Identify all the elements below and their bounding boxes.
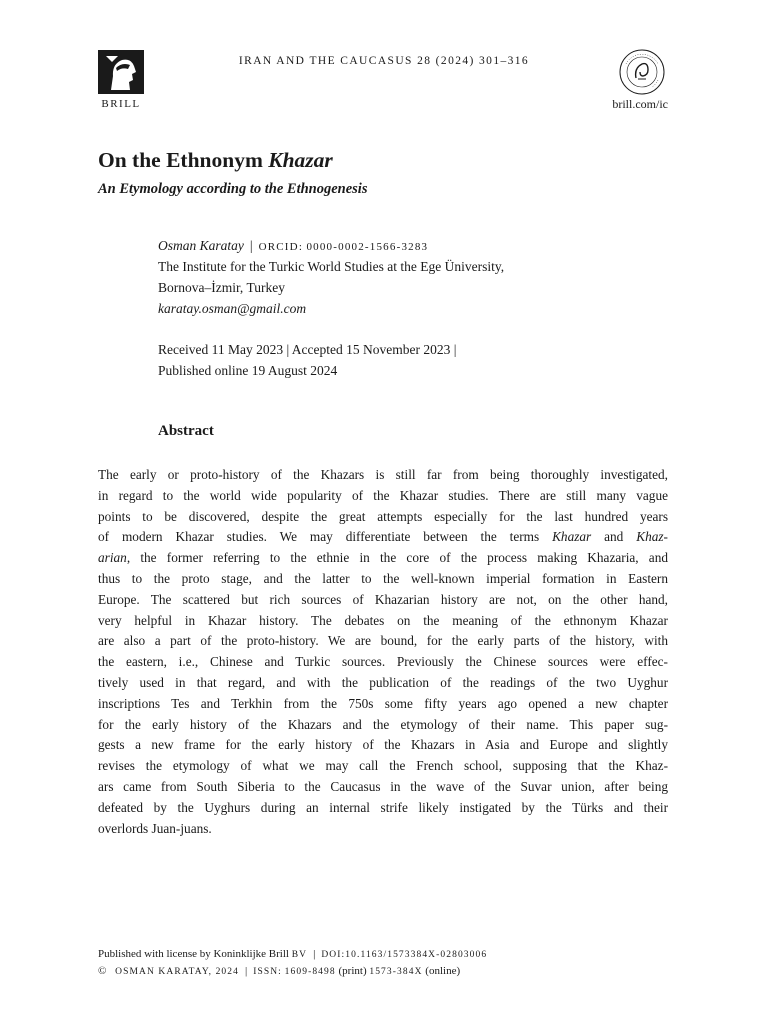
journal-url-link[interactable]: brill.com/ic <box>612 97 668 111</box>
abstract-line: for the early history of the Khazars and the etymology of their name. This paper sug- <box>98 716 668 732</box>
orcid-id[interactable]: 0000-0002-1566-3283 <box>306 241 429 253</box>
publisher-name: BRILL <box>101 98 141 110</box>
orcid-label: ORCID: <box>258 241 304 253</box>
published-date: Published online 19 August 2024 <box>158 363 338 378</box>
abstract-line: gests a new frame for the early history of the Khazars in Asia and Europe and slightly <box>98 737 668 753</box>
abstract-heading: Abstract <box>158 423 214 439</box>
journal-citation: IRAN AND THE CAUCASUS 28 (2024) 301–316 <box>238 55 530 67</box>
author-name: Osman Karatay <box>158 238 244 253</box>
doi-link[interactable]: 10.1163/1573384X-02803006 <box>345 950 488 960</box>
doi-label: DOI: <box>321 950 346 960</box>
abstract-line: inscriptions Tes and Terkhin from the 750s some fifty years ago opened a new chapter <box>98 695 668 711</box>
abstract-line: ars came from South Siberia to the Caucasus in the wave of the Suvar union, after being <box>98 778 668 794</box>
abstract-line: defeated by the Uyghurs during an internal strife likely instigated by the Türks and their <box>98 799 668 815</box>
copyright-holder: OSMAN KARATAY, 2024 <box>115 967 239 977</box>
abstract-line: revises the etymology of what we may call the French school, supposing that the Khaz- <box>98 758 668 774</box>
abstract-line: points to be discovered, despite the great attempts especially for the last hundred years <box>98 508 668 524</box>
copyright-line: © OSMAN KARATAY, 2024 | ISSN: 1609-8498 (print) 1573-384X (online) <box>98 965 461 977</box>
abstract-body <box>98 465 668 839</box>
abstract-line: tively used in that regard, and with the publication of the readings of the two Uyghur <box>98 674 668 690</box>
article-subtitle: An Etymology according to the Ethnogenesis <box>98 181 368 197</box>
copyright-symbol: © <box>98 965 107 977</box>
abstract-line: in regard to the world wide popularity of the Khazar studies. There are still many vague <box>98 487 668 503</box>
author-affiliation: The Institute for the Turkic World Studies at the Ege Üniversity, <box>158 259 505 274</box>
abstract-line: of modern Khazar studies. We may differentiate between the terms Khazar and Khaz- <box>98 529 668 545</box>
abstract-line: Europe. The scattered but rich sources of Khazarian history are not, on the other hand, <box>98 591 668 607</box>
abstract-line: The early or proto-history of the Khazars is still far from being thoroughly investigated, <box>98 467 668 482</box>
centre-seal-logo <box>618 48 666 96</box>
author-location: Bornova–İzmir, Turkey <box>158 280 285 295</box>
license-line: Published with license by Koninklijke Brill BV | DOI:10.1163/1573384X-02803006 <box>98 948 488 960</box>
abstract-line: very helpful in Khazar history. The debates on the meaning of the ethnonym Khazar <box>98 612 668 628</box>
author-email-link[interactable]: karatay.osman@gmail.com <box>158 301 307 316</box>
abstract-line: overlords Juan-juans. <box>98 820 212 836</box>
abstract-line: thus to the proto stage, and the latter to the well-known imperial formation in Eastern <box>98 570 668 586</box>
abstract-line: are also a part of the proto-history. We are bound, for the early parts of the history, with <box>98 633 668 649</box>
received-accepted-dates: Received 11 May 2023 | Accepted 15 November 2023 | <box>158 342 457 357</box>
abstract-line: the eastern, i.e., Chinese and Turkic sources. Previously the Chinese sources were effec- <box>98 654 668 670</box>
author-line: Osman Karatay | ORCID: 0000-0002-1566-3283 <box>158 238 429 253</box>
brill-logo <box>98 50 144 94</box>
article-title: On the Ethnonym Khazar <box>98 148 333 172</box>
abstract-line: arian, the former referring to the ethnie in the core of the process making Khazaria, and <box>98 550 668 566</box>
